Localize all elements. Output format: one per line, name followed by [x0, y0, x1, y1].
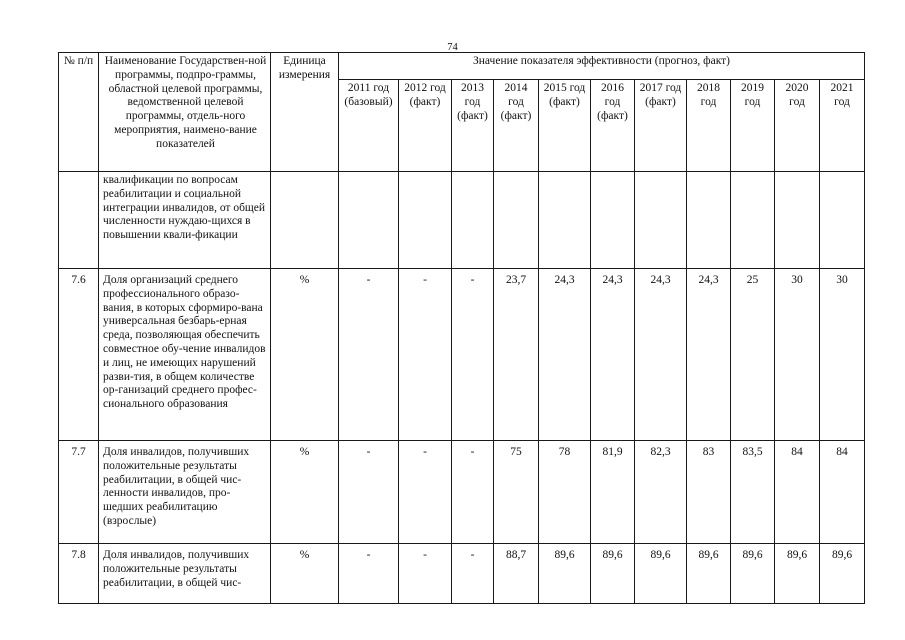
- header-col-name: Наименование Государствен-ной программы, подпро-граммы, областной целевой программы, ведомственной целевой программы, отдель-ного мероприятия, наимено-вание показателей: [99, 53, 271, 172]
- row-value: [591, 172, 635, 269]
- row-value: 24,3: [539, 269, 591, 441]
- row-name: квалификации по вопросам реабилитации и социальной интеграции инвалидов, от общей численности нуждаю-щихся в повышении квали-фикации: [99, 172, 271, 269]
- row-value: [635, 172, 687, 269]
- row-value: 84: [820, 441, 865, 544]
- row-value: -: [399, 269, 452, 441]
- row-value: -: [339, 544, 399, 604]
- row-value: 81,9: [591, 441, 635, 544]
- header-row: [59, 53, 865, 80]
- row-value: 23,7: [494, 269, 539, 441]
- year-header: 2015 год (факт): [539, 80, 591, 172]
- row-value: -: [399, 441, 452, 544]
- row-value: 89,6: [635, 544, 687, 604]
- year-header: 2011 год (базовый): [339, 80, 399, 172]
- year-header: 2020 год: [775, 80, 820, 172]
- row-value: 89,6: [731, 544, 775, 604]
- row-num: 7.8: [59, 544, 99, 604]
- row-value: 89,6: [591, 544, 635, 604]
- row-unit: [271, 172, 339, 269]
- row-unit: %: [271, 441, 339, 544]
- row-value: [539, 172, 591, 269]
- row-num: 7.7: [59, 441, 99, 544]
- row-value: [494, 172, 539, 269]
- row-value: 89,6: [820, 544, 865, 604]
- row-value: [687, 172, 731, 269]
- row-value: -: [339, 269, 399, 441]
- row-value: 89,6: [775, 544, 820, 604]
- year-header: 2014 год (факт): [494, 80, 539, 172]
- row-name: Доля инвалидов, получивших положительные результаты реабилитации, в общей чис-ленности инвалидов, про-шедших реабилитацию (взрослые): [99, 441, 271, 544]
- row-value: [731, 172, 775, 269]
- row-value: 88,7: [494, 544, 539, 604]
- row-value: -: [399, 544, 452, 604]
- row-value: [452, 172, 494, 269]
- year-header: 2013 год (факт): [452, 80, 494, 172]
- row-value: [775, 172, 820, 269]
- row-value: 78: [539, 441, 591, 544]
- row-value: 89,6: [539, 544, 591, 604]
- year-header: 2016 год (факт): [591, 80, 635, 172]
- row-name: Доля инвалидов, получивших положительные результаты реабилитации, в общей чис-: [99, 544, 271, 604]
- row-value: -: [452, 544, 494, 604]
- row-value: [399, 172, 452, 269]
- row-unit: %: [271, 544, 339, 604]
- row-value: 83,5: [731, 441, 775, 544]
- row-value: 89,6: [687, 544, 731, 604]
- row-value: 24,3: [687, 269, 731, 441]
- row-value: 30: [775, 269, 820, 441]
- row-value: 30: [820, 269, 865, 441]
- row-name: Доля организаций среднего профессионального образо-вания, в которых сформиро-вана универсальная безбарь-ерная среда, позволяющая обеспечить совместное обу-чение инвалидов и лиц, не имеющих нарушений разви-тия, в общем количестве ор-ганизаций среднего профес-сионального образования: [99, 269, 271, 441]
- year-header: 2017 год (факт): [635, 80, 687, 172]
- row-value: -: [339, 441, 399, 544]
- row-value: 83: [687, 441, 731, 544]
- header-col-num: № п/п: [59, 53, 99, 172]
- year-header: 2021 год: [820, 80, 865, 172]
- table-row: [59, 269, 865, 441]
- year-header: 2012 год (факт): [399, 80, 452, 172]
- table-row: [59, 441, 865, 544]
- row-unit: %: [271, 269, 339, 441]
- row-value: 75: [494, 441, 539, 544]
- row-value: -: [452, 269, 494, 441]
- row-value: -: [452, 441, 494, 544]
- row-num: [59, 172, 99, 269]
- row-value: 84: [775, 441, 820, 544]
- row-value: 82,3: [635, 441, 687, 544]
- row-value: 25: [731, 269, 775, 441]
- indicator-table: [58, 52, 865, 604]
- header-col-unit: Единица измерения: [271, 53, 339, 172]
- row-value: 24,3: [635, 269, 687, 441]
- year-header: 2018 год: [687, 80, 731, 172]
- year-header: 2019 год: [731, 80, 775, 172]
- row-num: 7.6: [59, 269, 99, 441]
- table-row: [59, 544, 865, 604]
- row-value: 24,3: [591, 269, 635, 441]
- header-col-values: Значение показателя эффективности (прогноз, факт): [339, 53, 865, 80]
- page-number: 74: [447, 42, 458, 53]
- row-value: [820, 172, 865, 269]
- row-value: [339, 172, 399, 269]
- table-row: [59, 172, 865, 269]
